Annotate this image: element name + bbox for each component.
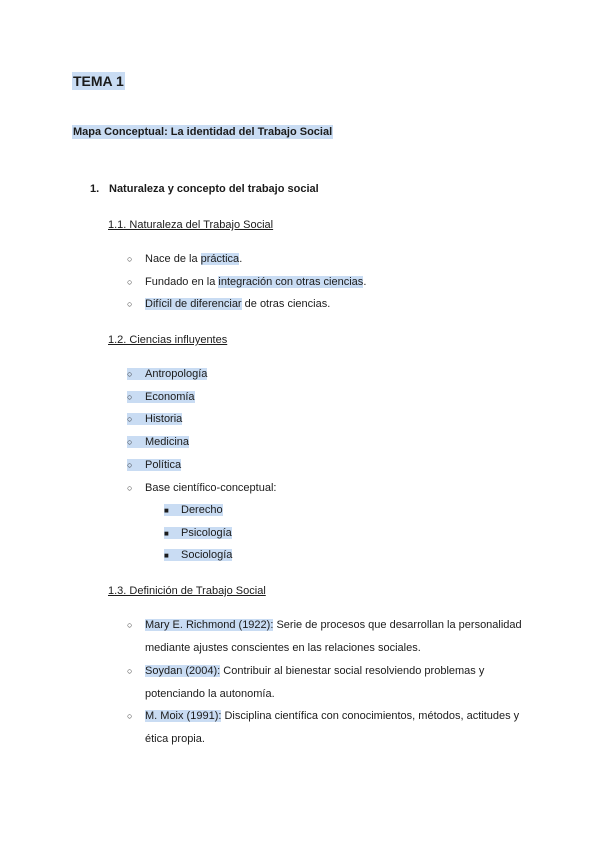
- subsection-heading-1-2: 1.2. Ciencias influyentes: [108, 334, 228, 346]
- bullet-circle: ○: [127, 620, 133, 630]
- subsection-heading-1-1: 1.1. Naturaleza del Trabajo Social: [108, 219, 274, 231]
- bullet-circle: ○: [127, 666, 133, 676]
- bullet-circle: ○: [127, 277, 133, 287]
- definition-text: ética propia.: [145, 733, 205, 745]
- list-item: [127, 482, 276, 494]
- nested-list-item: [164, 504, 223, 516]
- bullet-circle: ○: [127, 392, 133, 402]
- bullet-circle: ○: [127, 254, 133, 264]
- list-item: [127, 413, 182, 425]
- definition-text: potenciando la autonomía.: [145, 688, 275, 700]
- list-item: [127, 459, 181, 471]
- bullet-square: ■: [164, 529, 169, 538]
- definition-text: Serie de procesos que desarrollan la personalidad: [273, 619, 522, 631]
- definition-text: mediante ajustes conscientes en las relaciones sociales.: [145, 642, 421, 654]
- item-text: Historia: [145, 413, 183, 425]
- bullet-circle: ○: [127, 414, 133, 424]
- item-text: Fundado en la: [145, 276, 219, 288]
- bullet-circle: ○: [127, 369, 133, 379]
- item-text: Política: [145, 459, 182, 471]
- item-text: Psicología: [181, 527, 232, 539]
- nested-list-item: [164, 549, 232, 561]
- page-title: TEMA 1: [73, 73, 124, 89]
- bullet-circle: ○: [127, 483, 133, 493]
- definition-item: [127, 660, 537, 706]
- item-text: Economía: [145, 391, 195, 403]
- list-item: [127, 368, 207, 380]
- item-text: de otras ciencias.: [241, 298, 331, 310]
- section-number: 1.: [90, 183, 100, 195]
- bullet-circle: ○: [127, 460, 133, 470]
- item-text: Derecho: [181, 504, 223, 516]
- item-text: Antropología: [145, 368, 208, 380]
- item-text: Base científico-conceptual:: [145, 482, 277, 494]
- bullet-square: ■: [164, 551, 169, 560]
- item-text: Nace de la: [145, 253, 201, 265]
- list-item: [127, 436, 189, 448]
- bullet-circle: ○: [127, 437, 133, 447]
- item-highlight: integración con otras ciencias: [218, 276, 364, 288]
- definition-item: [127, 705, 537, 751]
- item-text: .: [363, 276, 367, 288]
- item-text: Sociología: [181, 549, 233, 561]
- item-highlight: práctica: [200, 253, 240, 265]
- list-item: [127, 276, 366, 288]
- item-text: Medicina: [145, 436, 190, 448]
- subsection-heading-1-3: 1.3. Definición de Trabajo Social: [108, 585, 266, 597]
- list-item: [127, 253, 242, 265]
- section-label: Naturaleza y concepto del trabajo social: [109, 183, 319, 195]
- item-highlight: Difícil de diferenciar: [145, 298, 242, 310]
- definition-author: Soydan (2004):: [145, 665, 221, 677]
- definition-author: Mary E. Richmond (1922):: [145, 619, 274, 631]
- section-heading: [90, 183, 319, 195]
- nested-list-item: [164, 527, 232, 539]
- definition-author: M. Moix (1991):: [145, 710, 222, 722]
- item-text: .: [239, 253, 243, 265]
- page-subtitle: Mapa Conceptual: La identidad del Trabajo Social: [73, 126, 333, 138]
- definition-text: Contribuir al bienestar social resolviendo problemas y: [220, 665, 485, 677]
- definition-text: Disciplina científica con conocimientos, métodos, actitudes y: [221, 710, 520, 722]
- bullet-circle: ○: [127, 299, 133, 309]
- list-item: [127, 298, 330, 310]
- bullet-square: ■: [164, 506, 169, 515]
- list-item: [127, 391, 195, 403]
- bullet-circle: ○: [127, 711, 133, 721]
- definition-item: [127, 614, 537, 660]
